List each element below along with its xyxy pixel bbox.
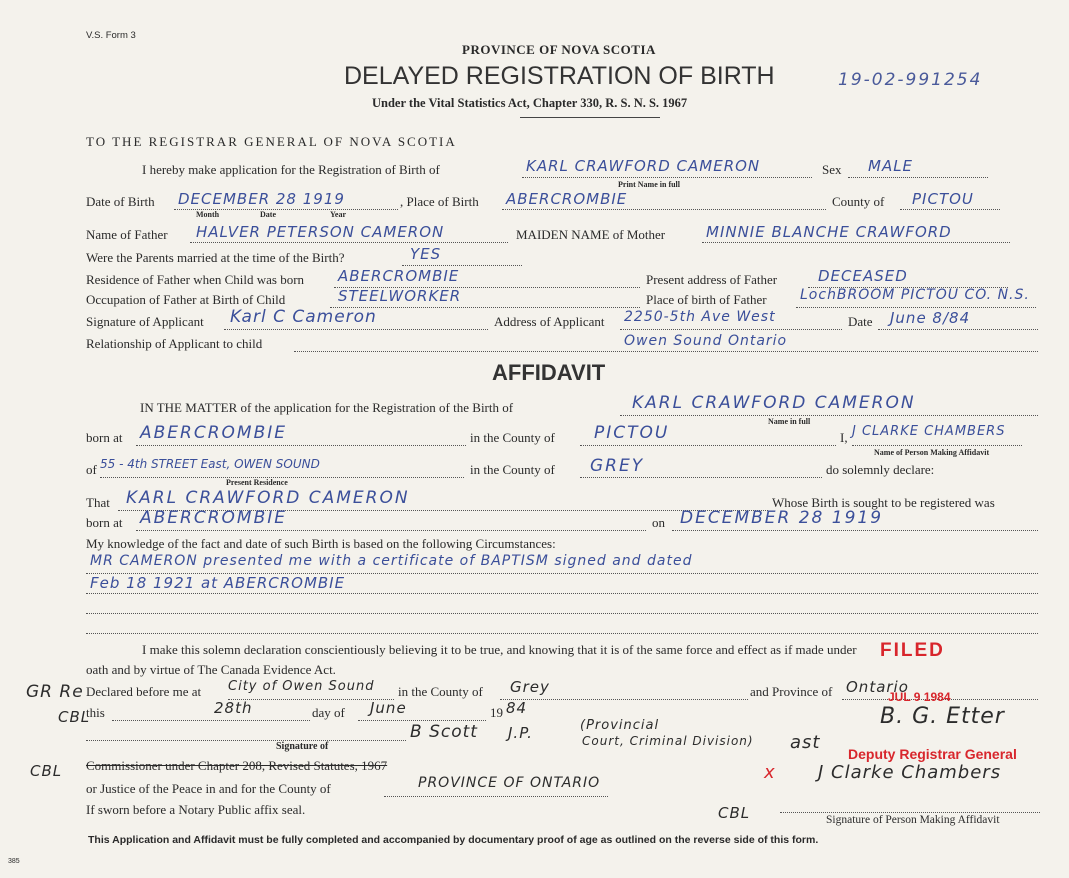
jp-signature: B Scott [410,722,478,742]
father-value: HALVER PETERSON CAMERON [196,223,445,241]
dob-month-caption: Month [196,210,220,219]
affiant-name: J CLARKE CHAMBERS [852,424,1006,439]
margin-note-1: GR Re [26,682,84,702]
form-code: V.S. Form 3 [86,30,136,41]
subtitle: Under the Vital Statistics Act, Chapter 330, R. S. N. S. 1967 [372,96,688,110]
year-label: 19 [490,705,503,720]
that-label: That [86,495,110,510]
dob-label: Date of Birth [86,194,155,209]
print-name-caption: Print Name in full [618,180,680,189]
pob-value: ABERCROMBIE [506,190,628,208]
margin-note-6: CBL [718,804,751,822]
res-father-label: Residence of Father when Child was born [86,272,305,287]
present-addr-label: Present address of Father [646,272,778,287]
solemn-line1: I make this solemn declaration conscientiously believing it to be true, and knowing that it is of the same force and effect as if made under [142,642,857,657]
applicant-addr-value: 2250-5th Ave West [624,309,776,325]
sex-value: MALE [868,157,914,175]
residence-value: 55 - 4th STREET East, OWEN SOUND [100,457,320,471]
jp-label: or Justice of the Peace in and for the County of [86,781,331,796]
circumstance-line2: Feb 18 1921 at ABERCROMBIE [90,574,346,592]
applicant-signature: Karl C Cameron [230,307,377,327]
affidavit-child-name: KARL CRAWFORD CAMERON [632,393,916,413]
file-number: 19-02-991254 [838,70,983,90]
occupation-value: STEELWORKER [338,287,462,305]
knowledge-label: My knowledge of the fact and date of such Birth is based on the following Circumstances: [86,536,556,551]
jp-county-value: PROVINCE OF ONTARIO [418,775,601,791]
father-pob-value: LochBROOM PICTOU CO. N.S. [800,287,1030,303]
sig-label: Signature of Applicant [86,314,204,329]
whose-birth-label: Whose Birth is sought to be registered was [772,495,995,510]
applicant-date: June 8/84 [890,309,971,327]
dob-date-caption: Date [260,210,276,219]
affiant-signature: J Clarke Chambers [818,762,1002,783]
born-at2-value: ABERCROMBIE [140,508,287,528]
province-value: Ontario [846,678,909,696]
res-father-value: ABERCROMBIE [338,267,460,285]
present-addr-value: DECEASED [818,267,908,285]
addressee: TO THE REGISTRAR GENERAL OF NOVA SCOTIA [86,134,457,149]
notary-label: If sworn before a Notary Public affix seal. [86,802,306,817]
declared-label: Declared before me at [86,684,202,699]
in-county-label: in the County of [470,430,555,445]
married-value: YES [410,245,442,263]
residence-caption: Present Residence [226,478,288,487]
filed-stamp: FILED [880,640,945,661]
pob-label: , Place of Birth [400,194,479,209]
margin-note-3: CBL [30,762,63,780]
child-name: KARL CRAWFORD CAMERON [526,157,761,175]
affiant-caption: Name of Person Making Affidavit [874,448,990,457]
affidavit-title: AFFIDAVIT [492,360,606,385]
court-note-2: Court, Criminal Division) [582,734,754,748]
registrar-title: Deputy Registrar General [848,746,1017,762]
signature-of-label: Signature of [276,741,329,752]
circumstance-line1: MR CAMERON presented me with a certificate of BAPTISM signed and dated [90,553,693,569]
matter-label: IN THE MATTER of the application for the Registration of the Birth of [140,400,514,415]
occupation-label: Occupation of Father at Birth of Child [86,292,286,307]
county-value: PICTOU [912,190,974,208]
margin-note-2: CBL [58,708,91,726]
born-at-label: born at [86,430,123,445]
in-county2-label: in the County of [470,462,555,477]
declared-county-value: Grey [510,678,550,696]
registrar-signature: B. G. Etter [880,704,1005,729]
of-label: of [86,462,97,477]
footer-note: This Application and Affidavit must be fully completed and accompanied by documentary proof of age as outlined on the reverse side of this form. [88,834,819,846]
applicant-addr-line2: Owen Sound Ontario [624,333,788,349]
solemn-line2: oath and by virtue of The Canada Evidence Act. [86,662,336,677]
dob-year-caption: Year [330,210,346,219]
month-value: June [370,699,407,717]
name-caption: Name in full [768,417,811,426]
dob-value: DECEMBER 28 1919 [178,190,345,208]
page-code: 385 [8,858,20,865]
year-value: 84 [506,699,528,717]
married-label: Were the Parents married at the time of the Birth? [86,250,345,265]
born-at-value: ABERCROMBIE [140,423,287,443]
intro-label: I hereby make application for the Registration of Birth of [142,162,440,177]
court-note-1: (Provincial [580,718,660,733]
father-label: Name of Father [86,227,168,242]
declared-county-label: in the County of [398,684,483,699]
province-label: and Province of [750,684,833,699]
sex-label: Sex [822,162,842,177]
applicant-addr-label: Address of Applicant [494,314,605,329]
father-pob-label: Place of birth of Father [646,292,767,307]
on-label: on [652,515,665,530]
mother-value: MINNIE BLANCHE CRAWFORD [706,223,952,241]
title-rule [520,117,660,118]
relationship-label: Relationship of Applicant to child [86,336,263,351]
commissioner-label: Commissioner under Chapter 208, Revised Statutes, 1967 [86,758,388,773]
county-label: County of [832,194,885,209]
this-label: this [86,705,105,720]
county-value: PICTOU [594,423,670,443]
born-at2-label: born at [86,515,123,530]
declare-label: do solemnly declare: [826,462,935,477]
jp-abbrev: J.P. [508,724,533,742]
i-label: I, [840,430,848,445]
margin-note-5: x [764,762,776,783]
province-title: PROVINCE OF NOVA SCOTIA [462,42,656,57]
this-day-value: 28th [214,699,253,717]
day-of-label: day of [312,705,345,720]
declared-at-value: City of Owen Sound [228,679,375,694]
filed-date: JUL 9 1984 [888,690,951,704]
county2-value: GREY [590,456,645,476]
sig-person-label: Signature of Person Making Affidavit [826,814,1000,826]
page-title: DELAYED REGISTRATION OF BIRTH [344,62,775,90]
that-name: KARL CRAWFORD CAMERON [126,488,410,508]
mother-label: MAIDEN NAME of Mother [516,227,666,242]
margin-note-4: ast [790,732,821,753]
on-date: DECEMBER 28 1919 [680,508,884,528]
date-label: Date [848,314,873,329]
